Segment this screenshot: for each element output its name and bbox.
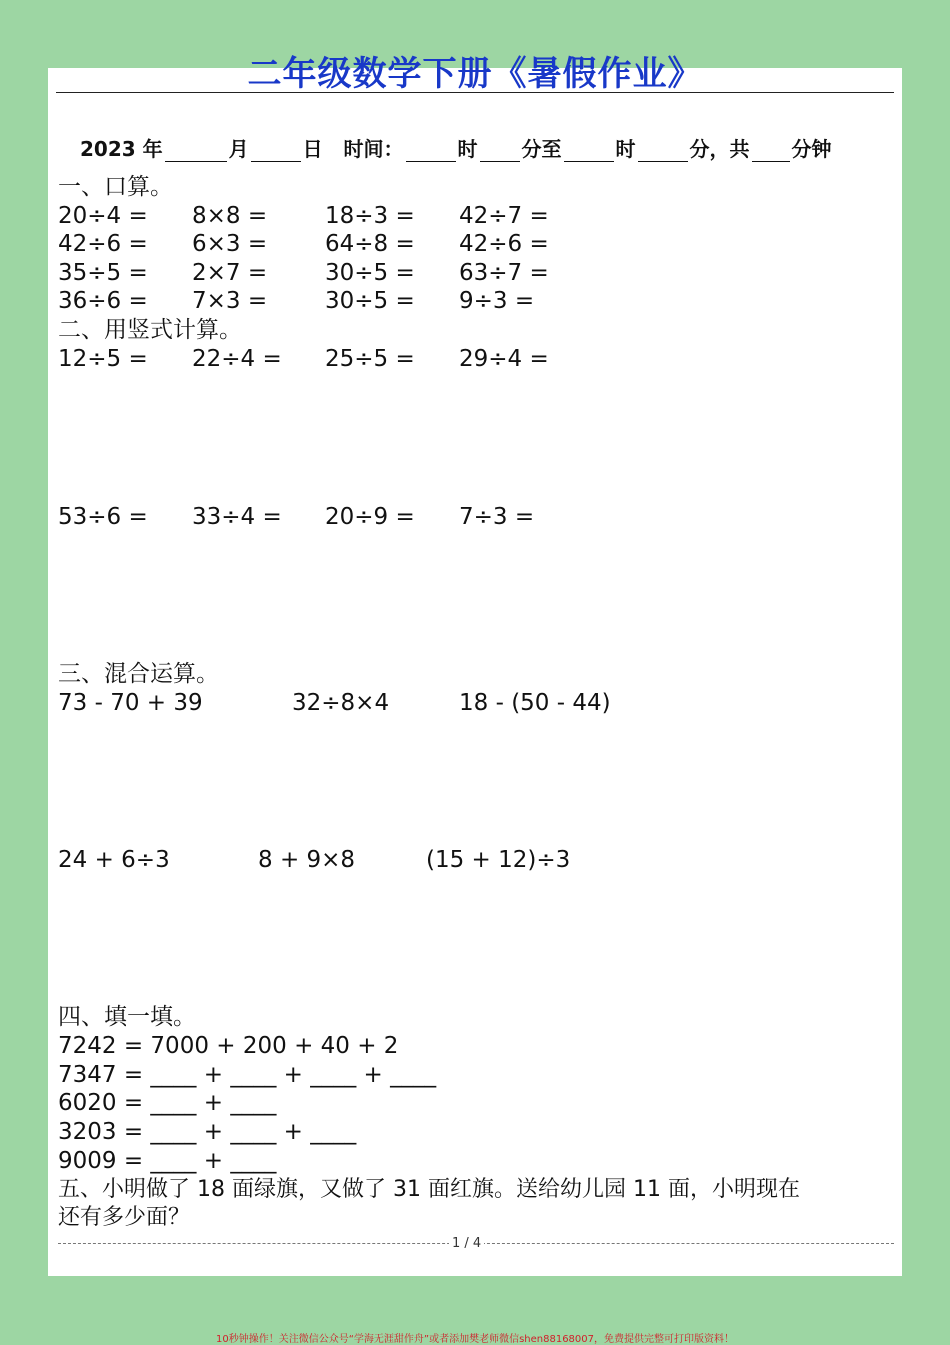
oral-problem: 7×3 = [192, 288, 268, 314]
month-blank[interactable] [165, 141, 227, 162]
minute-to-label: 分至 [521, 137, 562, 161]
start-hour-blank[interactable] [406, 141, 456, 162]
oral-problem: 36÷6 = [58, 288, 148, 314]
oral-problem: 63÷7 = [459, 260, 549, 286]
page-title: 二年级数学下册《暑假作业》 [247, 54, 703, 94]
start-minute-blank[interactable] [480, 141, 520, 162]
fill-line: 9009 = ____ + ____ [58, 1148, 277, 1174]
vertical-problem: 25÷5 = [325, 346, 415, 372]
oral-problem: 8×8 = [192, 203, 268, 229]
footer-notice: 10秒钟操作！关注微信公众号“学海无涯甜作舟”或者添加樊老师微信shen88168007，免费提供完整可打印版资料！ [215, 1334, 735, 1345]
day-blank[interactable] [251, 141, 301, 162]
mixed-problem: 32÷8×4 [292, 690, 390, 716]
time-label: 时间： [343, 137, 404, 161]
minute-total-label: 分，共 [689, 137, 750, 161]
end-hour-blank[interactable] [564, 141, 614, 162]
fill-line: 7242 = 7000 + 200 + 40 + 2 [58, 1033, 399, 1059]
vertical-problem: 22÷4 = [192, 346, 282, 372]
section-1-heading: 一、口算。 [58, 174, 173, 200]
oral-problem: 30÷5 = [325, 288, 415, 314]
oral-problem: 42÷7 = [459, 203, 549, 229]
vertical-problem: 53÷6 = [58, 504, 148, 530]
mixed-problem: 24 + 6÷3 [58, 847, 170, 873]
minutes-label: 分钟 [791, 137, 832, 161]
oral-problem: 64÷8 = [325, 231, 415, 257]
oral-problem: 20÷4 = [58, 203, 148, 229]
hour-label-1: 时 [457, 137, 478, 161]
fill-line: 7347 = ____ + ____ + ____ + ____ [58, 1062, 437, 1088]
section-3-heading: 三、混合运算。 [58, 661, 219, 687]
month-label: 月 [228, 137, 249, 161]
section-4-heading: 四、填一填。 [58, 1004, 196, 1030]
word-problem-line: 还有多少面？ [58, 1205, 191, 1230]
oral-problem: 42÷6 = [58, 231, 148, 257]
mixed-problem: 73 - 70 + 39 [58, 690, 203, 716]
total-minutes-blank[interactable] [752, 141, 790, 162]
section-2-heading: 二、用竖式计算。 [58, 317, 242, 343]
oral-problem: 9÷3 = [459, 288, 535, 314]
oral-problem: 42÷6 = [459, 231, 549, 257]
oral-problem: 18÷3 = [325, 203, 415, 229]
fill-line: 6020 = ____ + ____ [58, 1090, 277, 1116]
vertical-problem: 20÷9 = [325, 504, 415, 530]
date-time-line [80, 133, 832, 162]
fill-line: 3203 = ____ + ____ + ____ [58, 1119, 357, 1145]
mixed-problem: (15 + 12)÷3 [426, 847, 571, 873]
page-number: 1 / 4 [449, 1236, 484, 1251]
word-problem-line: 五、小明做了 18 面绿旗，又做了 31 面红旗。送给幼儿园 11 面，小明现在 [58, 1177, 800, 1202]
oral-problem: 2×7 = [192, 260, 268, 286]
hour-label-2: 时 [615, 137, 636, 161]
mixed-problem: 18 - (50 - 44) [459, 690, 611, 716]
vertical-problem: 33÷4 = [192, 504, 282, 530]
year-label: 2023 年 [80, 137, 163, 161]
vertical-problem: 12÷5 = [58, 346, 148, 372]
oral-problem: 6×3 = [192, 231, 268, 257]
oral-problem: 30÷5 = [325, 260, 415, 286]
oral-problem: 35÷5 = [58, 260, 148, 286]
day-label: 日 [302, 137, 323, 161]
mixed-problem: 8 + 9×8 [258, 847, 356, 873]
vertical-problem: 7÷3 = [459, 504, 535, 530]
end-minute-blank[interactable] [638, 141, 688, 162]
title-underline [56, 92, 894, 93]
vertical-problem: 29÷4 = [459, 346, 549, 372]
